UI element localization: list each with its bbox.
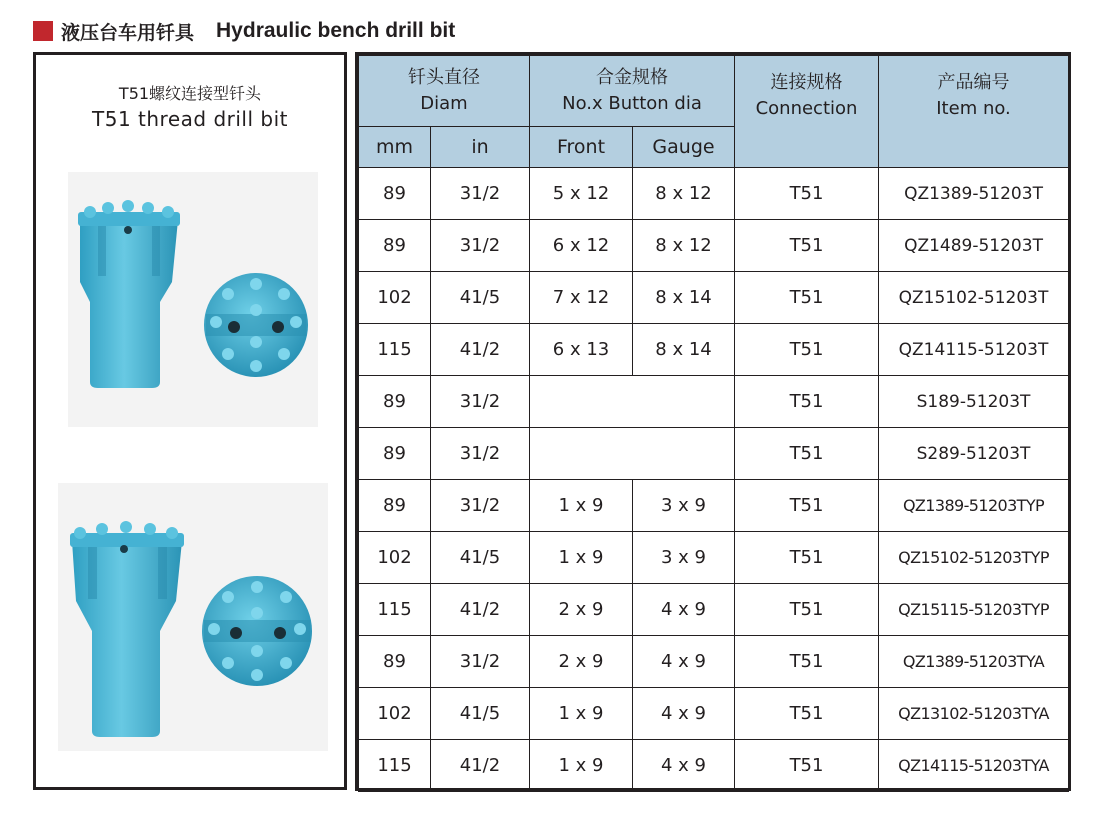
title-chinese: 液压台车用钎具 [61,21,195,44]
header-diam-cn: 钎头直径 [408,67,480,88]
cell-front: 1 x 9 [530,688,633,740]
cell-connection: T51 [735,168,879,220]
cell-mm: 115 [359,584,431,636]
cell-gauge: 4 x 9 [633,584,735,636]
cell-front: 6 x 13 [530,324,633,376]
table-row [359,428,1069,480]
drill-bit-illustration-bottom [58,483,328,751]
cell-gauge: 3 x 9 [633,480,735,532]
cell-item-no: S189-51203T [879,376,1069,428]
panel-title-english: T51 thread drill bit [92,107,288,131]
table-row [359,636,1069,688]
header-front: Front [530,127,633,168]
cell-button-empty [530,428,735,480]
cell-connection: T51 [735,272,879,324]
title-english: Hydraulic bench drill bit [216,19,456,42]
cell-in: 31/2 [431,636,530,688]
cell-mm: 102 [359,688,431,740]
cell-item-no: QZ15115-51203TYP [879,584,1069,636]
header-button-en: No.x Button dia [562,93,702,114]
spec-table-frame [355,52,1071,791]
cell-connection: T51 [735,220,879,272]
spec-table-body [359,168,1069,792]
cell-in: 31/2 [431,376,530,428]
cell-mm: 89 [359,428,431,480]
header-item-cn: 产品编号 [937,72,1010,93]
cell-in: 41/2 [431,740,530,792]
cell-item-no: QZ1389-51203TYP [879,480,1069,532]
cell-item-no: QZ1389-51203T [879,168,1069,220]
cell-front: 2 x 9 [530,584,633,636]
cell-front: 1 x 9 [530,740,633,792]
cell-front: 6 x 12 [530,220,633,272]
cell-mm: 115 [359,740,431,792]
cell-in: 41/2 [431,584,530,636]
cell-item-no: QZ15102-51203TYP [879,532,1069,584]
cell-front: 7 x 12 [530,272,633,324]
cell-mm: 102 [359,532,431,584]
red-square-icon [33,21,53,41]
cell-in: 31/2 [431,168,530,220]
cell-gauge: 8 x 14 [633,324,735,376]
drill-bit-illustration-top [68,172,318,427]
cell-connection: T51 [735,688,879,740]
cell-item-no: QZ13102-51203TYA [879,688,1069,740]
cell-item-no: S289-51203T [879,428,1069,480]
table-row [359,740,1069,792]
header-connection-en: Connection [755,98,858,119]
cell-connection: T51 [735,324,879,376]
cell-in: 41/2 [431,324,530,376]
header-item-en: Item no. [936,98,1011,119]
cell-mm: 89 [359,636,431,688]
header-mm: mm [359,127,431,168]
page-header [33,19,455,43]
cell-in: 31/2 [431,480,530,532]
cell-mm: 89 [359,480,431,532]
table-row [359,168,1069,220]
cell-button-empty [530,376,735,428]
drill-bit-photo-bottom [58,483,328,751]
cell-gauge: 3 x 9 [633,532,735,584]
header-item [879,56,1069,168]
header-diam-en: Diam [420,93,468,114]
cell-item-no: QZ1389-51203TYA [879,636,1069,688]
cell-in: 31/2 [431,428,530,480]
cell-connection: T51 [735,532,879,584]
cell-in: 41/5 [431,272,530,324]
header-in: in [431,127,530,168]
table-row [359,272,1069,324]
cell-gauge: 4 x 9 [633,636,735,688]
cell-connection: T51 [735,636,879,688]
table-row [359,584,1069,636]
cell-in: 41/5 [431,688,530,740]
cell-item-no: QZ1489-51203T [879,220,1069,272]
table-row [359,532,1069,584]
cell-gauge: 4 x 9 [633,740,735,792]
table-row [359,480,1069,532]
spec-table [358,55,1069,792]
cell-item-no: QZ14115-51203TYA [879,740,1069,792]
cell-front: 5 x 12 [530,168,633,220]
cell-mm: 102 [359,272,431,324]
cell-in: 31/2 [431,220,530,272]
header-connection-cn: 连接规格 [770,72,843,93]
panel-title-chinese: T51螺纹连接型钎头 [118,84,262,103]
header-gauge: Gauge [633,127,735,168]
table-row [359,220,1069,272]
cell-gauge: 8 x 12 [633,220,735,272]
table-row [359,688,1069,740]
header-button [530,56,735,127]
table-row [359,376,1069,428]
drill-bit-photo-top [68,172,318,427]
cell-mm: 115 [359,324,431,376]
cell-gauge: 4 x 9 [633,688,735,740]
table-row [359,324,1069,376]
cell-gauge: 8 x 12 [633,168,735,220]
cell-item-no: QZ14115-51203T [879,324,1069,376]
header-connection [735,56,879,168]
cell-mm: 89 [359,376,431,428]
cell-item-no: QZ15102-51203T [879,272,1069,324]
cell-in: 41/5 [431,532,530,584]
cell-connection: T51 [735,740,879,792]
cell-connection: T51 [735,428,879,480]
header-diam [359,56,530,127]
cell-front: 1 x 9 [530,532,633,584]
cell-mm: 89 [359,168,431,220]
cell-connection: T51 [735,376,879,428]
cell-mm: 89 [359,220,431,272]
cell-front: 2 x 9 [530,636,633,688]
cell-connection: T51 [735,584,879,636]
product-image-panel [33,52,347,790]
cell-connection: T51 [735,480,879,532]
cell-gauge: 8 x 14 [633,272,735,324]
header-button-cn: 合金规格 [596,67,668,88]
cell-front: 1 x 9 [530,480,633,532]
